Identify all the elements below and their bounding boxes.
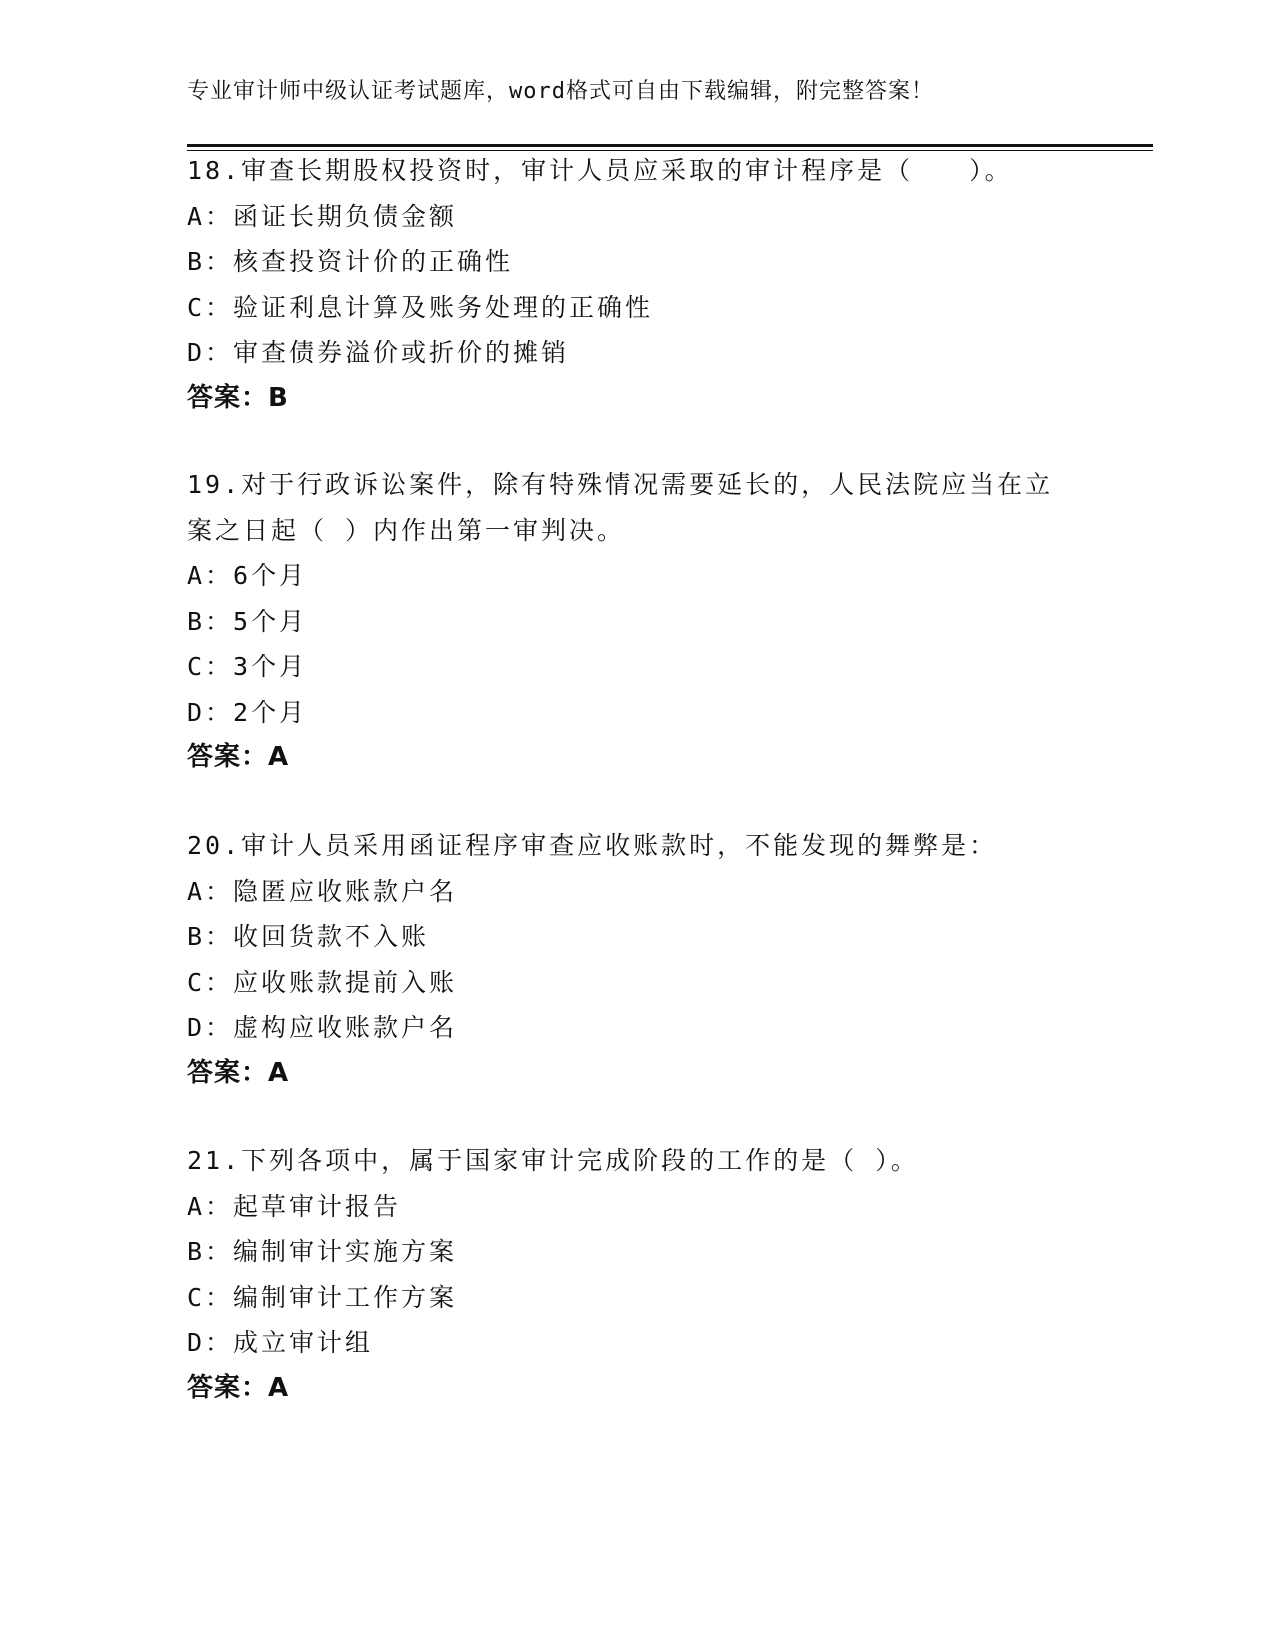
- option-d: D：审查债券溢价或折价的摊销: [187, 338, 570, 367]
- option-c: C：编制审计工作方案: [187, 1282, 458, 1312]
- option-b: B：收回货款不入账: [187, 922, 430, 951]
- option-a: A：函证长期负债金额: [187, 201, 458, 231]
- header-rule-thick: [187, 144, 1153, 147]
- option-d: D：虚构应收账款户名: [187, 1013, 458, 1042]
- question-stem: 18.审查长期股权投资时，审计人员应采取的审计程序是（ ）。: [187, 156, 1013, 185]
- document-header: 专业审计师中级认证考试题库，word格式可自由下载编辑，附完整答案！: [187, 79, 934, 104]
- option-c: C：3个月: [187, 652, 308, 681]
- option-b: B：核查投资计价的正确性: [187, 247, 514, 276]
- question-stem: 20.审计人员采用函证程序审查应收账款时，不能发现的舞弊是：: [187, 831, 998, 860]
- answer: 答案：B: [187, 382, 289, 413]
- question-19: [187, 462, 1087, 781]
- question-stem: 19.对于行政诉讼案件，除有特殊情况需要延长的，人民法院应当在立案之日起（ ）内作出第一审判决。: [187, 470, 1054, 545]
- answer: 答案：A: [187, 742, 290, 772]
- question-18: [187, 148, 1087, 421]
- option-d: D：2个月: [187, 697, 308, 727]
- option-a: A：隐匿应收账款户名: [187, 876, 458, 906]
- option-b: B：5个月: [187, 606, 308, 636]
- option-c: C：应收账款提前入账: [187, 967, 458, 997]
- option-a: A：6个月: [187, 561, 308, 590]
- option-d: D：成立审计组: [187, 1328, 374, 1357]
- option-b: B：编制审计实施方案: [187, 1237, 458, 1266]
- question-stem: 21.下列各项中，属于国家审计完成阶段的工作的是（ ）。: [187, 1146, 919, 1175]
- question-20: [187, 823, 1087, 1096]
- answer: 答案：A: [187, 1057, 290, 1088]
- option-a: A：起草审计报告: [187, 1191, 402, 1221]
- option-c: C：验证利息计算及账务处理的正确性: [187, 292, 654, 322]
- question-21: [187, 1138, 1087, 1411]
- answer: 答案：A: [187, 1372, 290, 1403]
